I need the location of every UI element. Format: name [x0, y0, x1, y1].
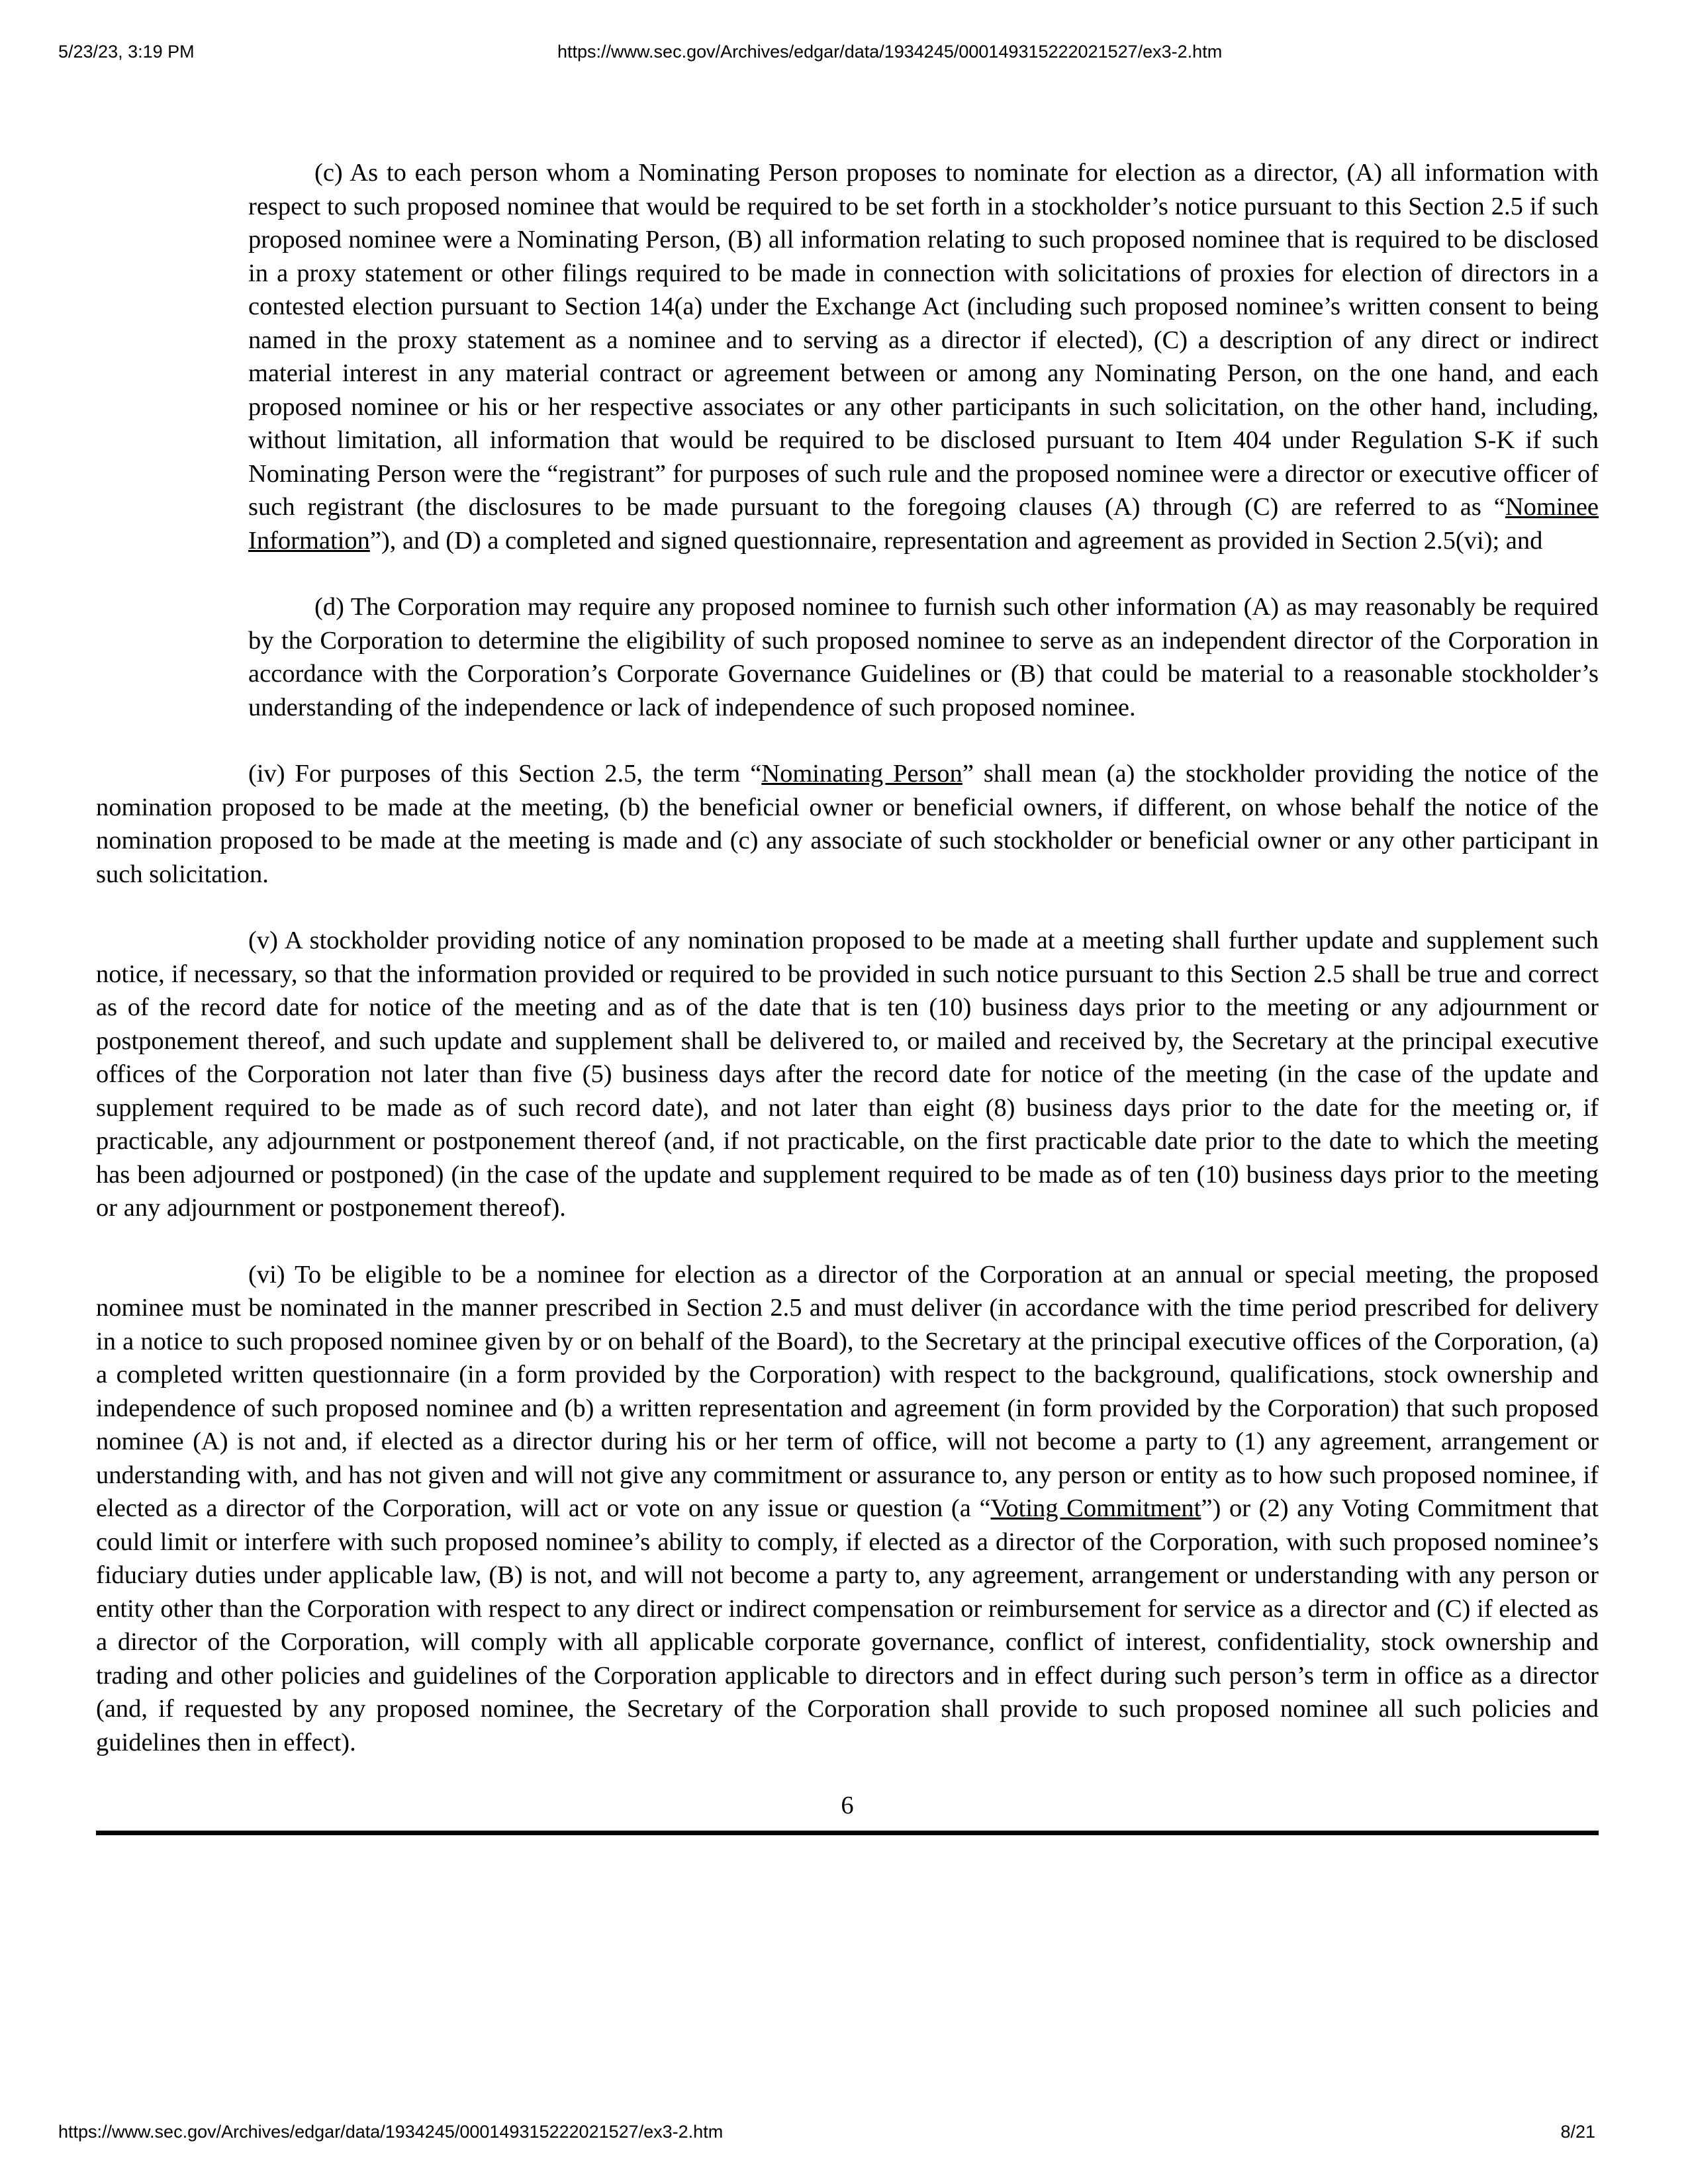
paragraph-c-text-2: ”), and (D) a completed and signed questionnaire, representation and agreement as provided in Section 2.5(vi); and — [369, 526, 1543, 555]
defined-term-nominee-information: Nominee Information — [248, 493, 1599, 555]
paragraph-c — [248, 156, 1599, 557]
document-body — [96, 156, 1599, 1835]
footer-url: https://www.sec.gov/Archives/edgar/data/1934245/000149315222021527/ex3-2.htm — [58, 2122, 724, 2142]
footer-page-count: 8/21 — [1560, 2122, 1595, 2142]
paragraph-v: (v) A stockholder providing notice of any nomination proposed to be made at a meeting shall further update and supplement such notice, if necessary, so that the information provided or required to be provided in such notice pursuant to this Section 2.5 shall be true and correct as of the record date for notice of the meeting and as of the date that is ten (10) business days prior to the meeting or any adjournment or postponement thereof, and such update and supplement shall be delivered to, or mailed and received by, the Secretary at the principal executive offices of the Corporation not later than five (5) business days after the record date for notice of the meeting (in the case of the update and supplement required to be made as of such record date), and not later than eight (8) business days prior to the date for the meeting or, if practicable, any adjournment or postponement thereof (and, if not practicable, on the first practicable date prior to the date to which the meeting has been adjourned or postponed) (in the case of the update and supplement required to be made as of ten (10) business days prior to the meeting or any adjournment or postponement thereof). — [96, 927, 1599, 1222]
print-datetime: 5/23/23, 3:19 PM — [58, 42, 195, 62]
paragraph-vi — [96, 1258, 1599, 1760]
paragraph-iv — [96, 757, 1599, 891]
paragraph-iv-text-2: ” shall mean (a) the stockholder providing the notice of the nomination proposed to be made at the meeting, (b) the beneficial owner or beneficial owners, if different, on whose behalf the notice of the nomination proposed to be made at the meeting is made and (c) any associate of such stockholder or beneficial owner or any other participant in such solicitation. — [96, 760, 1599, 888]
paragraph-vi-text-1: (vi) To be eligible to be a nominee for election as a director of the Corporation at an annual or special meeting, the proposed nominee must be nominated in the manner prescribed in Section 2.5 and must deliver (in accordance with the time period prescribed for delivery in a notice to such proposed nominee given by or on behalf of the Board), to the Secretary at the principal executive offices of the Corporation, (a) a completed written questionnaire (in a form provided by the Corporation) with respect to the background, qualifications, stock ownership and independence of such proposed nominee and (b) a written representation and agreement (in form provided by the Corporation) that such proposed nominee (A) is not and, if elected as a director during his or her term of office, will not become a party to (1) any agreement, arrangement or understanding with, and has not given and will not give any commitment or assurance to, any person or entity as to how such proposed nominee, if elected as a director of the Corporation, will act or vote on any issue or question (a “ — [96, 1260, 1599, 1522]
paragraph-d: (d) The Corporation may require any proposed nominee to furnish such other information (A) as may reasonably be required by the Corporation to determine the eligibility of such proposed nominee to serve as an independent director of the Corporation in accordance with the Corporation’s Corporate Governance Guidelines or (B) that could be material to a reasonable stockholder’s understanding of the independence or lack of independence of such proposed nominee. — [248, 593, 1599, 721]
paragraph-c-text-1: (c) As to each person whom a Nominating Person proposes to nominate for election as a director, (A) all information with respect to such proposed nominee that would be required to be set forth in a stockholder’s notice pursuant to this Section 2.5 if such proposed nominee were a Nominating Person, (B) all information relating to such proposed nominee that is required to be disclosed in a proxy statement or other filings required to be made in connection with solicitations of proxies for election of directors in a contested election pursuant to Section 14(a) under the Exchange Act (including such proposed nominee’s written consent to being named in the proxy statement as a nominee and to serving as a director if elected), (C) a description of any direct or indirect material interest in any material contract or agreement between or among any Nominating Person, on the one hand, and each proposed nominee or his or her respective associates or any other participants in such solicitation, on the other hand, including, without limitation, all information that would be required to be disclosed pursuant to Item 404 under Regulation S-K if such Nominating Person were the “registrant” for purposes of such rule and the proposed nominee were a director or executive officer of such registrant (the disclosures to be made pursuant to the foregoing clauses (A) through (C) are referred to as “ — [248, 159, 1599, 521]
page-number: 6 — [841, 1792, 854, 1819]
header-url: https://www.sec.gov/Archives/edgar/data/1934245/000149315222021527/ex3-2.htm — [557, 42, 1223, 62]
defined-term-voting-commitment: Voting Commitment — [990, 1494, 1201, 1522]
defined-term-nominating-person: Nominating Person — [761, 760, 962, 788]
page-divider — [96, 1831, 1599, 1835]
paragraph-vi-text-2: ”) or (2) any Voting Commitment that could limit or interfere with such proposed nominee’s ability to comply, if elected as a director of the Corporation, with such proposed nominee’s fiduciary duties under applicable law, (B) is not, and will not become a party to, any agreement, arrangement or understanding with any person or entity other than the Corporation with respect to any direct or indirect compensation or reimbursement for service as a director and (C) if elected as a director of the Corporation, will comply with all applicable corporate governance, conflict of interest, confidentiality, stock ownership and trading and other policies and guidelines of the Corporation applicable to directors and in effect during such person’s term in office as a director (and, if requested by any proposed nominee, the Secretary of the Corporation shall provide to such proposed nominee all such policies and guidelines then in effect). — [96, 1494, 1599, 1756]
paragraph-iv-text-1: (iv) For purposes of this Section 2.5, the term “ — [248, 760, 762, 788]
